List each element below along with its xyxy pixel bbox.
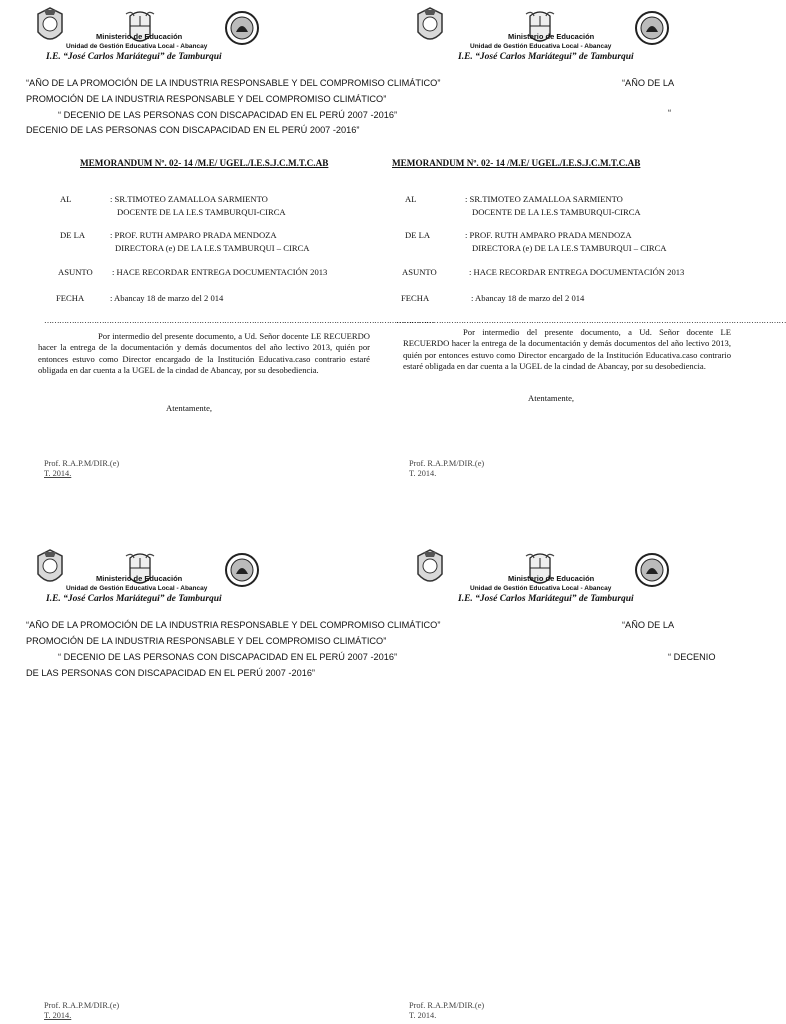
signature-line-2: T. 2014. (409, 1011, 437, 1020)
signature-block (409, 459, 484, 479)
closing: Atentamente, (528, 393, 575, 403)
banner-line-3-right: “ DECENIO (668, 652, 716, 662)
banner-line-1: “AÑO DE LA PROMOCIÓN DE LA INDUSTRIA RESPONSABLE Y DEL COMPROMISO CLIMÁTICO” (26, 78, 441, 88)
header-bottom-right (384, 548, 768, 608)
school-name: I.E. “José Carlos Mariátegui” de Tamburqui (46, 594, 222, 604)
asunto-label: ASUNTO (58, 267, 93, 277)
school-seal-icon (634, 6, 670, 50)
school-seal-icon (634, 548, 670, 592)
dela-label: DE LA (60, 230, 86, 240)
signature-line-1: Prof. R.A.P.M/DIR.(e) (44, 459, 120, 468)
signature-line-2: T. 2014. (44, 469, 72, 478)
signature-block (44, 1001, 119, 1021)
school-crest-icon (414, 548, 446, 592)
memo-body-text: Por intermedio del presente documento, a Ud. Señor docente LE RECUERDO hacer la entrega de la documentación y demás documentos del año lectivo 2013, quién por entonces estuvo como Director encargado de la Institución Educativa.caso contrario estaré obligada en dar cuenta a la UGEL de la cindad de Abancay, por su desobediencia. (403, 327, 731, 371)
dela-value-2: DIRECTORA (e) DE LA I.E.S TAMBURQUI – CIRCA (115, 243, 310, 253)
header-top-left (0, 6, 384, 66)
signature-block (409, 1001, 484, 1021)
header-bottom-left (0, 548, 384, 608)
ministry-label: Ministerio de Educación (508, 574, 595, 583)
signature-line-2: T. 2014. (409, 469, 437, 478)
school-name: I.E. “José Carlos Mariátegui” de Tamburqui (458, 52, 634, 62)
banner-line-1-right: “AÑO DE LA (622, 78, 675, 88)
asunto-value: : HACE RECORDAR ENTREGA DOCUMENTACIÓN 2013 (469, 267, 685, 277)
al-value: : SR.TIMOTEO ZAMALLOA SARMIENTO (110, 194, 268, 204)
separator-line: ………………………………………………………………………………………………………………………………………… (44, 316, 434, 325)
banner-line-3-right: “ (668, 108, 672, 118)
asunto-label: ASUNTO (402, 267, 437, 277)
memo-title: MEMORANDUM Nº. 02- 14 /M.E/ UGEL./I.E.S.J.C.M.T.C.AB (80, 158, 329, 168)
banner-line-3: “ DECENIO DE LAS PERSONAS CON DISCAPACIDAD EN EL PERÚ 2007 -2016” (58, 652, 398, 662)
signature-line-2: T. 2014. (44, 1011, 72, 1020)
fecha-value: : Abancay 18 de marzo del 2 014 (471, 293, 585, 303)
banner-line-2: PROMOCIÓN DE LA INDUSTRIA RESPONSABLE Y DEL COMPROMISO CLIMÁTICO” (26, 94, 387, 104)
signature-block (44, 459, 119, 479)
banner-line-1: “AÑO DE LA PROMOCIÓN DE LA INDUSTRIA RESPONSABLE Y DEL COMPROMISO CLIMÁTICO” (26, 620, 441, 630)
memo-body (403, 327, 731, 372)
memo-body (38, 331, 370, 376)
dela-value: : PROF. RUTH AMPARO PRADA MENDOZA (110, 230, 277, 240)
banner-line-3: “ DECENIO DE LAS PERSONAS CON DISCAPACIDAD EN EL PERÚ 2007 -2016” (58, 110, 398, 120)
banner-line-4: DE LAS PERSONAS CON DISCAPACIDAD EN EL PERÚ 2007 -2016” (26, 668, 315, 678)
school-crest-icon (34, 6, 66, 50)
school-crest-icon (414, 6, 446, 50)
dela-label: DE LA (405, 230, 431, 240)
dela-value-2: DIRECTORA (e) DE LA I.E.S TAMBURQUI – CIRCA (472, 243, 667, 253)
header-top-right (384, 6, 768, 66)
school-name: I.E. “José Carlos Mariátegui” de Tamburqui (458, 594, 634, 604)
al-value-2: DOCENTE DE LA I.E.S TAMBURQUI-CIRCA (117, 207, 286, 217)
school-seal-icon (224, 548, 260, 592)
school-seal-icon (224, 6, 260, 50)
al-value: : SR.TIMOTEO ZAMALLOA SARMIENTO (465, 194, 623, 204)
school-crest-icon (34, 548, 66, 592)
school-name: I.E. “José Carlos Mariátegui” de Tamburqui (46, 52, 222, 62)
memo-title: MEMORANDUM Nº. 02- 14 /M.E/ UGEL./I.E.S.J.C.M.T.C.AB (392, 158, 641, 168)
memo-body-text: Por intermedio del presente documento, a Ud. Señor docente LE RECUERDO hacer la entrega de la documentación y demás documentos del año lectivo 2013, quién por entonces estuvo como Director encargado de la Institución Educativa.caso contrario estaré obligada en dar cuenta a la UGEL de la cindad de Abancay, por su desobediencia. (38, 331, 370, 375)
banner-line-2: PROMOCIÓN DE LA INDUSTRIA RESPONSABLE Y DEL COMPROMISO CLIMÁTICO” (26, 636, 387, 646)
banner-line-1-right: “AÑO DE LA (622, 620, 675, 630)
ministry-label: Ministerio de Educación (96, 574, 183, 583)
ugel-label: Unidad de Gestión Educativa Local - Abancay (66, 585, 208, 592)
fecha-value: : Abancay 18 de marzo del 2 014 (110, 293, 224, 303)
separator-line: ………………………………………………………………………………………………………………………………………… (396, 316, 786, 325)
banner-line-4: DECENIO DE LAS PERSONAS CON DISCAPACIDAD EN EL PERÚ 2007 -2016” (26, 125, 360, 135)
al-value-2: DOCENTE DE LA I.E.S TAMBURQUI-CIRCA (472, 207, 641, 217)
fecha-label: FECHA (56, 293, 85, 303)
ugel-label: Unidad de Gestión Educativa Local - Abancay (66, 43, 208, 50)
ugel-label: Unidad de Gestión Educativa Local - Abancay (470, 585, 612, 592)
ministry-label: Ministerio de Educación (508, 32, 595, 41)
asunto-value: : HACE RECORDAR ENTREGA DOCUMENTACIÓN 2013 (112, 267, 328, 277)
al-label: AL (60, 194, 72, 204)
closing: Atentamente, (166, 403, 213, 413)
ministry-label: Ministerio de Educación (96, 32, 183, 41)
al-label: AL (405, 194, 417, 204)
ugel-label: Unidad de Gestión Educativa Local - Abancay (470, 43, 612, 50)
signature-line-1: Prof. R.A.P.M/DIR.(e) (409, 459, 485, 468)
signature-line-1: Prof. R.A.P.M/DIR.(e) (44, 1001, 120, 1010)
signature-line-1: Prof. R.A.P.M/DIR.(e) (409, 1001, 485, 1010)
dela-value: : PROF. RUTH AMPARO PRADA MENDOZA (465, 230, 632, 240)
fecha-label: FECHA (401, 293, 430, 303)
